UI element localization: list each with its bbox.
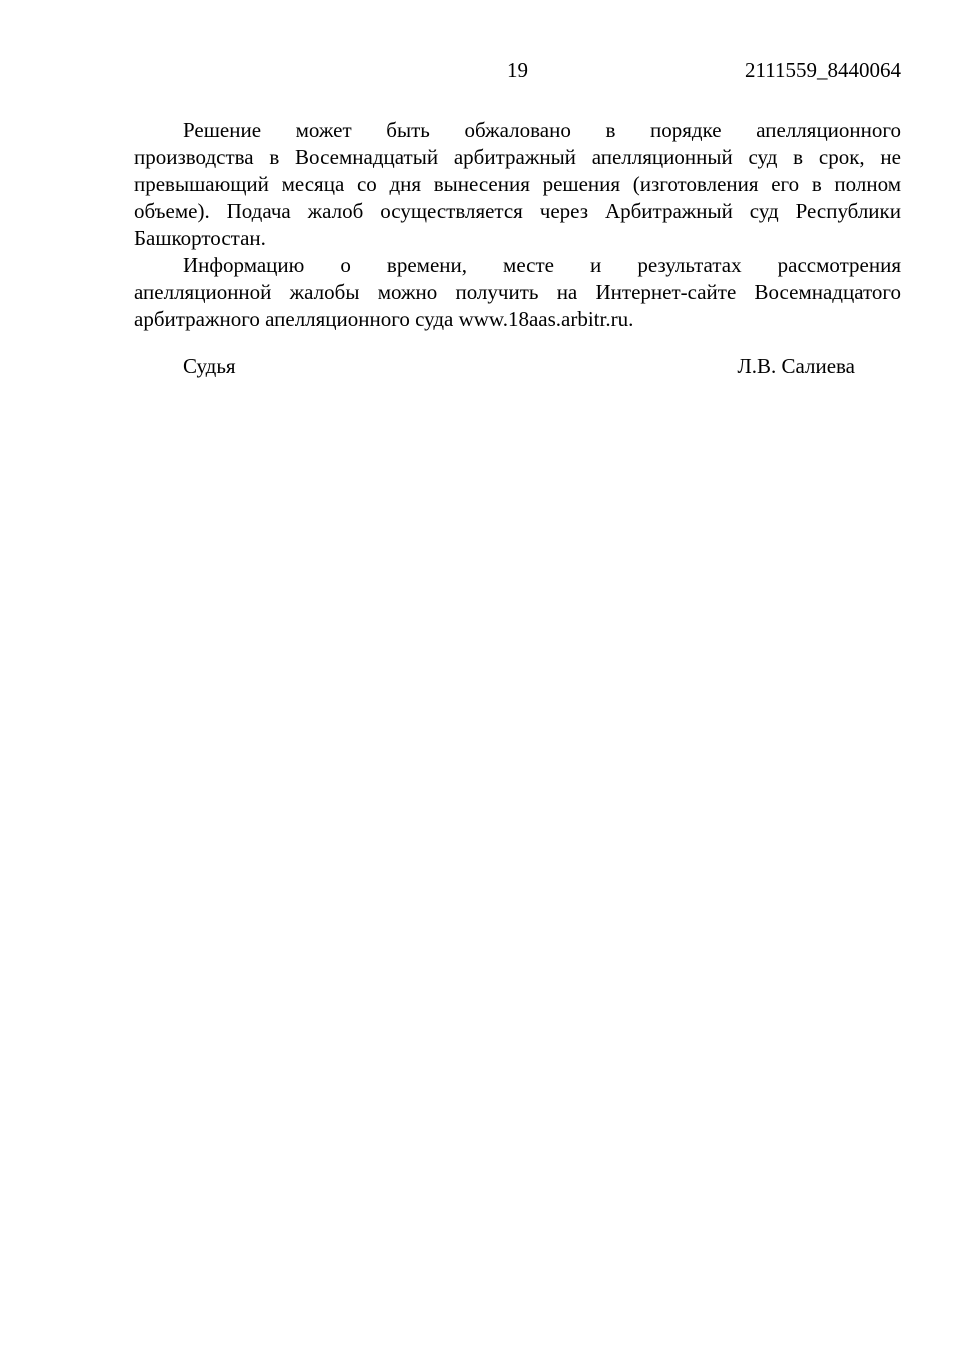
page-header [134,57,901,84]
signature-row [134,353,901,380]
judge-label: Судья [183,354,236,378]
paragraph [134,252,901,333]
page-number: 19 [507,58,528,82]
paragraph-line: Решение может быть обжаловано в порядке апелляционного [183,118,901,142]
paragraph-line: превышающий месяца со дня вынесения решения (изготовления его в полном [134,172,901,196]
paragraph-line: арбитражного апелляционного суда www.18aas.arbitr.ru. [134,307,634,331]
paragraph-line: апелляционной жалобы можно получить на Интернет-сайте Восемнадцатого [134,280,901,304]
paragraph-line: производства в Восемнадцатый арбитражный апелляционный суд в срок, не [134,145,901,169]
paragraph-line: Башкортостан. [134,226,266,250]
judge-name: Л.В. Салиева [737,354,855,378]
paragraph [134,117,901,252]
document-id: 2111559_8440064 [745,58,901,82]
body-paragraphs [134,117,901,333]
paragraph-line: объеме). Подача жалоб осуществляется через Арбитражный суд Республики [134,199,901,223]
paragraph-line: Информацию о времени, месте и результатах рассмотрения [183,253,901,277]
